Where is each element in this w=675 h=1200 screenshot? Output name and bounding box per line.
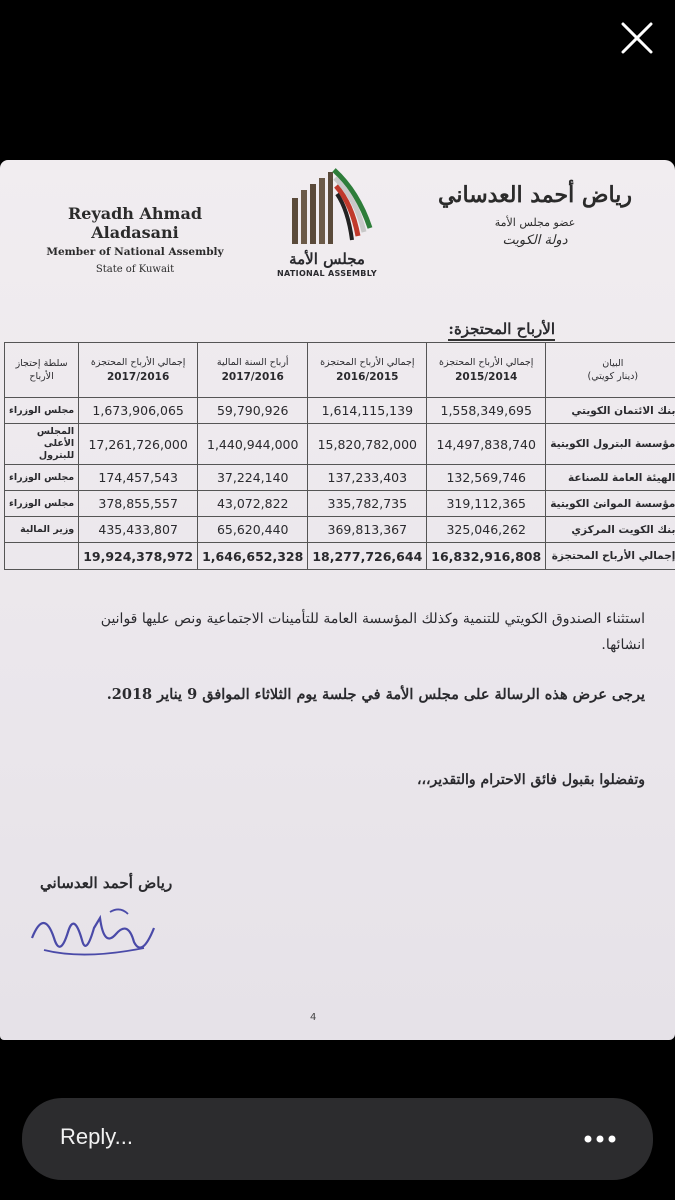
close-icon: [617, 18, 657, 58]
table-row: بنك الائتمان الكويتي 1,558,349,695 1,614,115,139 59,790,926 1,673,906,065 مجلس الوزراء: [5, 398, 675, 424]
close-button[interactable]: [617, 18, 657, 58]
request-paragraph: يرجى عرض هذه الرسالة على مجلس الأمة في جلسة يوم الثلاثاء الموافق 9 يناير 2018.: [106, 686, 645, 703]
table-header-row: [5, 343, 675, 398]
signature-name: رياض أحمد العدساني: [40, 874, 173, 892]
table-row: مؤسسة الموانئ الكويتية 319,112,365 335,782,735 43,072,822 378,855,557 مجلس الوزراء: [5, 491, 675, 517]
table-row: بنك الكويت المركزي 325,046,262 369,813,367 65,620,440 435,433,807 وزير المالية: [5, 517, 675, 543]
reply-input[interactable]: Reply...: [60, 1124, 133, 1149]
col-header-2015: إجمالي الأرباح المحتجزة 2015/2014: [427, 343, 546, 398]
sender-name-en: Reyadh Ahmad Aladasani: [67, 204, 203, 242]
table-total-row: إجمالي الأرباح المحتجزة 16,832,916,808 18,277,726,644 1,646,652,328 19,924,378,972: [5, 543, 675, 570]
document-photo: [0, 160, 675, 1040]
sender-role-en: Member of National Assembly: [46, 246, 224, 258]
sender-name-ar: رياض أحمد العدساني: [438, 182, 632, 208]
sender-role-ar: عضو مجلس الأمة: [494, 216, 576, 229]
logo-text-ar: مجلس الأمة: [289, 250, 365, 268]
reply-bar: [22, 1098, 653, 1180]
sender-state-ar: دولة الكويت: [502, 233, 568, 248]
col-header-2016: إجمالي الأرباح المحتجزة 2016/2015: [308, 343, 427, 398]
closing-paragraph: وتفضلوا بقبول فائق الاحترام والتقدير،،،: [416, 772, 645, 788]
retained-profits-table: [4, 342, 675, 570]
col-header-statement: البيان (دينار كويتي): [546, 343, 675, 398]
national-assembly-logo: [262, 162, 392, 282]
table-row: الهيئة العامة للصناعة 132,569,746 137,233,403 37,224,140 174,457,543 مجلس الوزراء: [5, 465, 675, 491]
handwritten-signature: [24, 898, 164, 968]
section-title: الأرباح المحتجزة:: [448, 320, 555, 341]
assembly-building-icon: [272, 162, 382, 250]
col-header-fiscal-2017: أرباح السنة المالية 2017/2016: [198, 343, 308, 398]
table-row: مؤسسة البترول الكويتية 14,497,838,740 15,820,782,000 1,440,944,000 17,261,726,000 المجلس الأعلى للبترول: [5, 424, 675, 465]
sender-state-en: State of Kuwait: [95, 264, 175, 275]
col-header-authority: سلطة إحتجاز الأرباح: [5, 343, 79, 398]
header-english: [30, 204, 240, 275]
page-number: 4: [310, 1012, 317, 1023]
col-header-2017: إجمالي الأرباح المحتجزة 2017/2016: [79, 343, 198, 398]
logo-text-en: NATIONAL ASSEMBLY: [277, 269, 377, 278]
header-arabic: [425, 182, 645, 248]
more-dots-icon[interactable]: [583, 1134, 617, 1144]
exception-paragraph: استثناء الصندوق الكويتي للتنمية وكذلك المؤسسة العامة للتأمينات الاجتماعية ونص عليها قوانين انشائها.: [100, 611, 645, 653]
